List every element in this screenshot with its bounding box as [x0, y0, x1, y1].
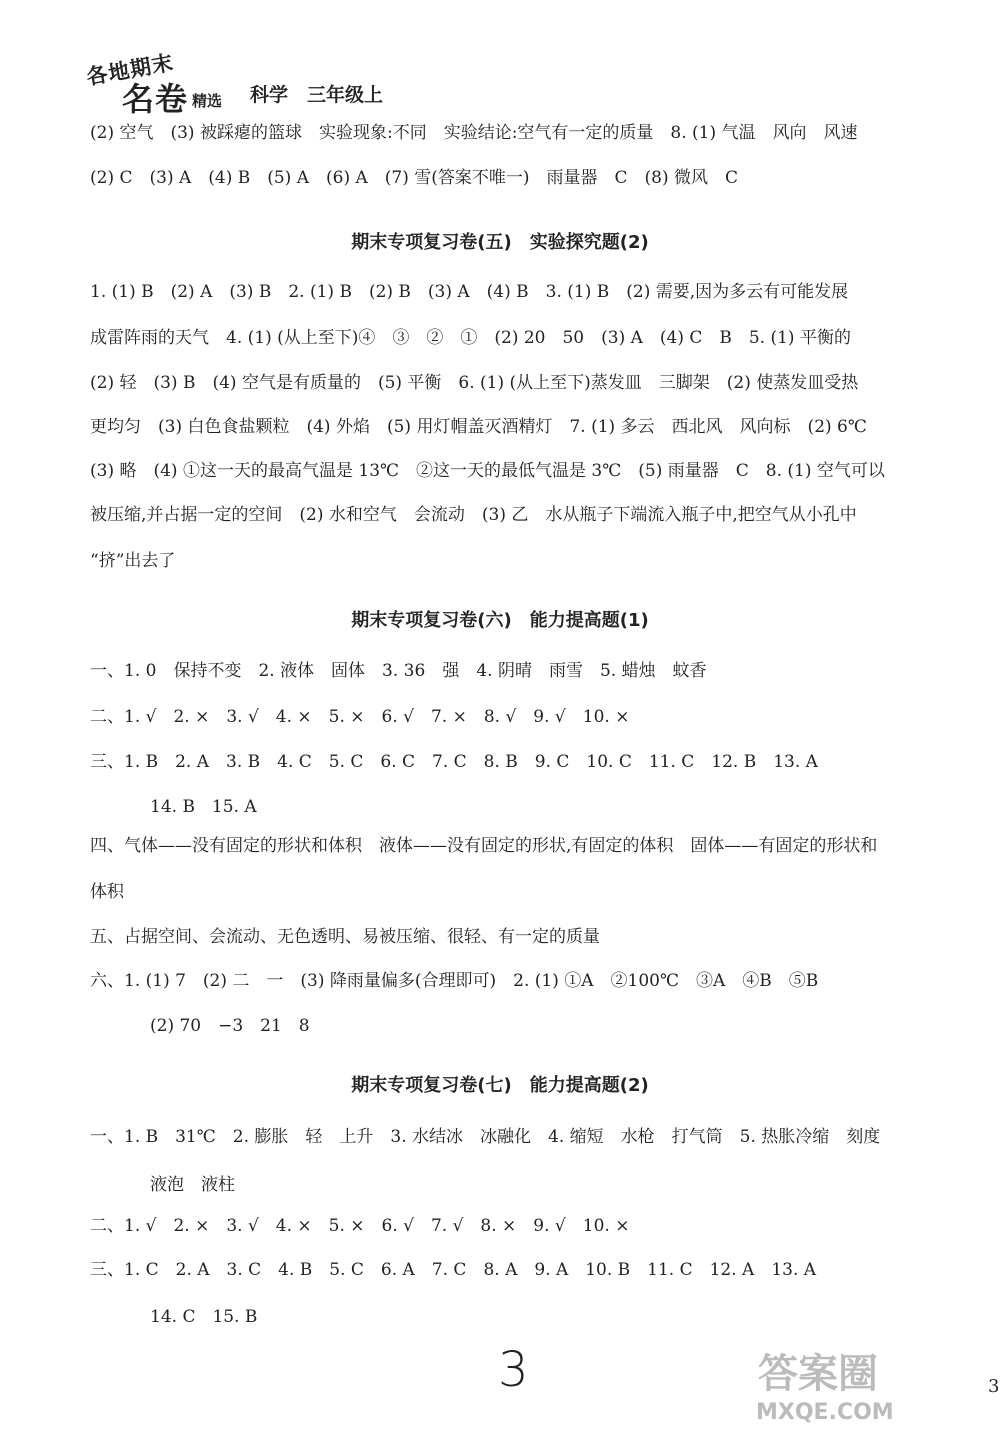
watermark-logo: [748, 1342, 1000, 1432]
answer-line: 14. B 15. A: [150, 797, 257, 817]
printed-page-number: 3: [988, 1376, 1000, 1397]
answer-line: 六、1. (1) 7 (2) 二 一 (3) 降雨量偏多(合理即可) 2. (1) ①A ②100℃ ③A ④B ⑤B: [90, 971, 819, 991]
answer-line: 体积: [90, 882, 124, 902]
answer-line: 14. C 15. B: [150, 1307, 258, 1327]
book-logo: [78, 49, 246, 118]
watermark-text: 答案圈: [758, 1351, 878, 1397]
answer-line: 更均匀 (3) 白色食盐颗粒 (4) 外焰 (5) 用灯帽盖灭酒精灯 7. (1) 多云 西北风 风向标 (2) 6℃: [90, 417, 867, 437]
answer-line: 二、1. √ 2. × 3. √ 4. × 5. × 6. √ 7. × 8. √ 9. √ 10. ×: [90, 707, 630, 727]
answer-line: 被压缩,并占据一定的空间 (2) 水和空气 会流动 (3) 乙 水从瓶子下端流入瓶子中,把空气从小孔中: [90, 505, 857, 525]
section-title: 期末专项复习卷(七) 能力提高题(2): [351, 1075, 649, 1096]
section-title: 期末专项复习卷(六) 能力提高题(1): [351, 610, 649, 631]
answer-line: 二、1. √ 2. × 3. √ 4. × 5. × 6. √ 7. √ 8. × 9. √ 10. ×: [90, 1216, 630, 1236]
answer-line: “挤”出去了: [90, 551, 176, 571]
answer-line: 五、占据空间、会流动、无色透明、易被压缩、很轻、有一定的质量: [90, 927, 600, 947]
logo-line-3: 精选: [192, 92, 223, 110]
logo-line-1: 各地期末: [84, 49, 176, 90]
answer-line: 一、1. 0 保持不变 2. 液体 固体 3. 36 强 4. 阴晴 雨雪 5. 蜡烛 蚊香: [90, 661, 707, 681]
answer-line: 1. (1) B (2) A (3) B 2. (1) B (2) B (3) A (4) B 3. (1) B (2) 需要,因为多云有可能发展: [90, 282, 849, 302]
subject-grade: 科学 三年级上: [250, 84, 384, 106]
answer-line: 成雷阵雨的天气 4. (1) (从上至下)④ ③ ② ① (2) 20 50 (3) A (4) C B 5. (1) 平衡的: [90, 328, 851, 348]
watermark-url: MXQE.COM: [756, 1400, 894, 1425]
answer-line: (3) 略 (4) ①这一天的最高气温是 13℃ ②这一天的最低气温是 3℃ (5) 雨量器 C 8. (1) 空气可以: [90, 461, 885, 481]
handwritten-page-number: 3: [498, 1342, 529, 1398]
page-header: [78, 49, 498, 118]
answer-line: (2) 空气 (3) 被踩瘪的篮球 实验现象:不同 实验结论:空气有一定的质量 8. (1) 气温 风向 风速: [90, 123, 858, 143]
section-title: 期末专项复习卷(五) 实验探究题(2): [351, 232, 649, 253]
answer-line: 三、1. B 2. A 3. B 4. C 5. C 6. C 7. C 8. B 9. C 10. C 11. C 12. B 13. A: [90, 752, 818, 772]
answer-line: 液泡 液柱: [150, 1175, 235, 1195]
answer-line: (2) 轻 (3) B (4) 空气是有质量的 (5) 平衡 6. (1) (从上至下)蒸发皿 三脚架 (2) 使蒸发皿受热: [90, 373, 859, 393]
answer-line: 四、气体——没有固定的形状和体积 液体——没有固定的形状,有固定的体积 固体——有固定的形状和: [90, 836, 878, 856]
answer-line: 三、1. C 2. A 3. C 4. B 5. C 6. A 7. C 8. A 9. A 10. B 11. C 12. A 13. A: [90, 1260, 817, 1280]
answer-line: (2) C (3) A (4) B (5) A (6) A (7) 雪(答案不唯一) 雨量器 C (8) 微风 C: [90, 168, 738, 188]
answer-line: 一、1. B 31℃ 2. 膨胀 轻 上升 3. 水结冰 冰融化 4. 缩短 水枪 打气筒 5. 热胀冷缩 刻度: [90, 1127, 881, 1147]
logo-line-2: 名卷: [122, 80, 189, 118]
answer-line: (2) 70 −3 21 8: [150, 1016, 310, 1036]
